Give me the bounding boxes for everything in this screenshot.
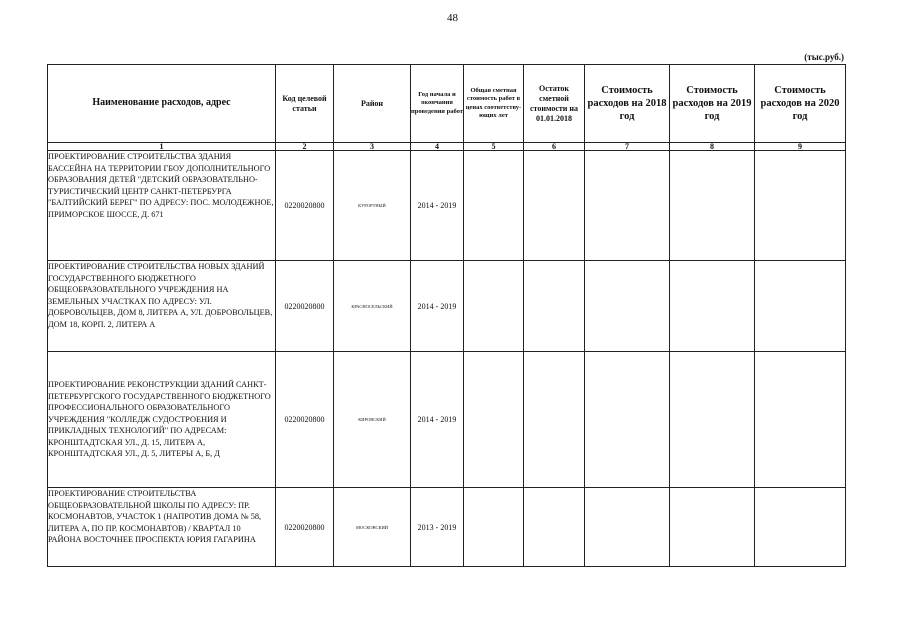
district: КУРОРТНЫЙ [334, 151, 411, 261]
column-number: 8 [670, 143, 755, 151]
units-label: (тыс.руб.) [804, 52, 844, 62]
column-number-row [48, 143, 846, 151]
expense-name: ПРОЕКТИРОВАНИЕ РЕКОНСТРУКЦИИ ЗДАНИЙ САНКТ-ПЕТЕРБУРГСКОГО ГОСУДАРСТВЕННОГО БЮДЖЕТНОГО ПРОФЕССИОНАЛЬНОГО ОБРАЗОВАТЕЛЬНОГО УЧРЕЖДЕНИЯ "КОЛЛЕДЖ СУДОСТРОЕНИЯ И ПРИКЛАДНЫХ ТЕХНОЛОГИЙ" ПО АДРЕСАМ: КРОНШТАДТСКАЯ УЛ., Д. 15, ЛИТЕРА А, КРОНШТАДТСКАЯ УЛ., Д. 5, ЛИТЕРЫ А, Б, Д [48, 352, 276, 488]
remaining-cost-cell [524, 352, 585, 488]
expense-name: ПРОЕКТИРОВАНИЕ СТРОИТЕЛЬСТВА ОБЩЕОБРАЗОВАТЕЛЬНОЙ ШКОЛЫ ПО АДРЕСУ: ПР. КОСМОНАВТОВ, УЧАСТОК 1 (НАПРОТИВ ДОМА № 58, ЛИТЕРА А, ПО ПР. КОСМОНАВТОВ) / КВАРТАЛ 10 РАЙОНА ВОСТОЧНЕЕ ПРОСПЕКТА ЮРИЯ ГАГАРИНА [48, 488, 276, 567]
col-header-total-cost: Общая сметная стоимость работ в ценах соответству-ющих лет [464, 65, 524, 143]
column-number: 6 [524, 143, 585, 151]
col-header-cost-2020: Стоимость расходов на 2020 год [755, 65, 846, 143]
column-number: 1 [48, 143, 276, 151]
cost-2020-cell [755, 352, 846, 488]
cost-2019-cell [670, 352, 755, 488]
total-cost-cell [464, 151, 524, 261]
target-code: 0220020800 [276, 352, 334, 488]
col-header-cost-2019: Стоимость расходов на 2019 год [670, 65, 755, 143]
col-header-years: Год начала и окончания проведения работ [411, 65, 464, 143]
cost-2020-cell [755, 488, 846, 567]
cost-2019-cell [670, 488, 755, 567]
col-header-district: Район [334, 65, 411, 143]
district: КИРОВСКИЙ [334, 352, 411, 488]
cost-2018-cell [585, 151, 670, 261]
column-number: 7 [585, 143, 670, 151]
page-number: 48 [447, 12, 458, 24]
expense-name: ПРОЕКТИРОВАНИЕ СТРОИТЕЛЬСТВА ЗДАНИЯ БАССЕЙНА НА ТЕРРИТОРИИ ГБОУ ДОПОЛНИТЕЛЬНОГО ОБРАЗОВАНИЯ ДЕТЕЙ "ДЕТСКИЙ ОБРАЗОВАТЕЛЬНО-ТУРИСТИЧЕСКИЙ ЦЕНТР САНКТ-ПЕТЕРБУРГА "БАЛТИЙСКИЙ БЕРЕГ" ПО АДРЕСУ: ПОС. МОЛОДЕЖНОЕ, ПРИМОРСКОЕ ШОССЕ, Д. 671 [48, 151, 276, 261]
cost-2020-cell [755, 151, 846, 261]
cost-2020-cell [755, 261, 846, 352]
target-code: 0220020800 [276, 151, 334, 261]
table-row [48, 352, 846, 488]
target-code: 0220020800 [276, 488, 334, 567]
column-number: 2 [276, 143, 334, 151]
cost-2018-cell [585, 261, 670, 352]
column-number: 3 [334, 143, 411, 151]
remaining-cost-cell [524, 151, 585, 261]
column-number: 4 [411, 143, 464, 151]
cost-2019-cell [670, 261, 755, 352]
remaining-cost-cell [524, 488, 585, 567]
col-header-code: Код целевой статьи [276, 65, 334, 143]
col-header-name: Наименование расходов, адрес [48, 65, 276, 143]
district: МОСКОВСКИЙ [334, 488, 411, 567]
budget-table [47, 64, 846, 567]
cost-2018-cell [585, 352, 670, 488]
table-row [48, 151, 846, 261]
cost-2018-cell [585, 488, 670, 567]
work-years: 2014 - 2019 [411, 261, 464, 352]
work-years: 2014 - 2019 [411, 352, 464, 488]
table-row [48, 488, 846, 567]
expense-name: ПРОЕКТИРОВАНИЕ СТРОИТЕЛЬСТВА НОВЫХ ЗДАНИЙ ГОСУДАРСТВЕННОГО БЮДЖЕТНОГО ОБЩЕОБРАЗОВАТЕЛЬНОГО УЧРЕЖДЕНИЯ НА ЗЕМЕЛЬНЫХ УЧАСТКАХ ПО АДРЕСУ: УЛ. ДОБРОВОЛЬЦЕВ, ДОМ 8, ЛИТЕРА А, УЛ. ДОБРОВОЛЬЦЕВ, ДОМ 18, КОРП. 2, ЛИТЕРА А [48, 261, 276, 352]
col-header-cost-2018: Стоимость расходов на 2018 год [585, 65, 670, 143]
work-years: 2013 - 2019 [411, 488, 464, 567]
header-row [48, 65, 846, 143]
table-row [48, 261, 846, 352]
work-years: 2014 - 2019 [411, 151, 464, 261]
remaining-cost-cell [524, 261, 585, 352]
total-cost-cell [464, 352, 524, 488]
column-number: 5 [464, 143, 524, 151]
cost-2019-cell [670, 151, 755, 261]
district: КРАСНОСЕЛЬСКИЙ [334, 261, 411, 352]
column-number: 9 [755, 143, 846, 151]
total-cost-cell [464, 261, 524, 352]
total-cost-cell [464, 488, 524, 567]
col-header-remaining-cost: Остаток сметной стоимости на 01.01.2018 [524, 65, 585, 143]
target-code: 0220020800 [276, 261, 334, 352]
